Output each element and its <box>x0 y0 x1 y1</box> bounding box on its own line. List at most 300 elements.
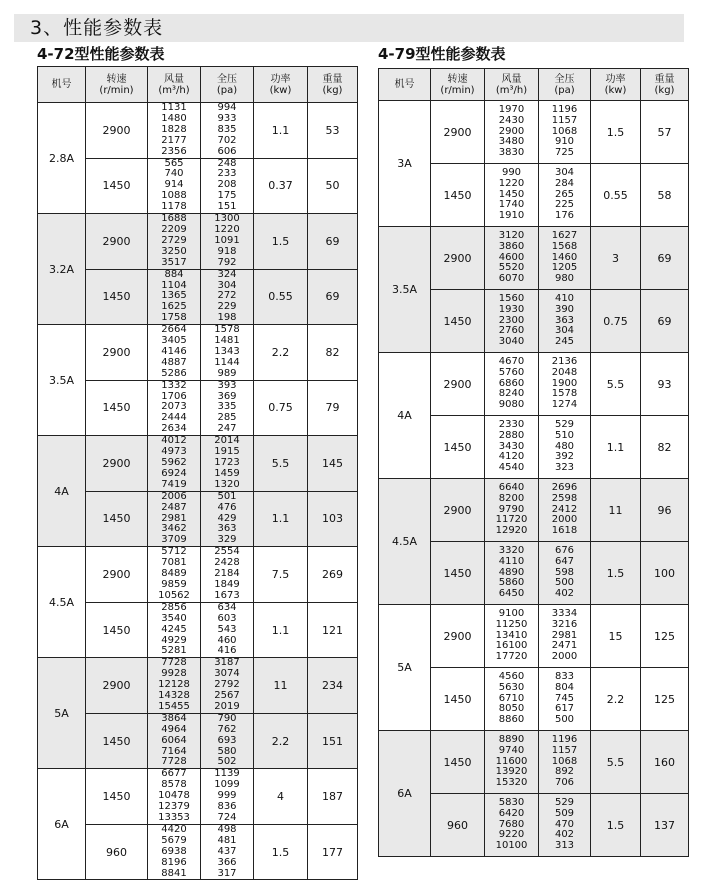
pressure-value: 329 <box>217 534 237 546</box>
pressure-value: 1578 <box>214 324 240 336</box>
pressure-value: 580 <box>217 745 237 757</box>
flow-value: 4245 <box>161 623 187 635</box>
flow-value: 5630 <box>498 681 525 693</box>
flow-cell <box>148 713 201 769</box>
flow-value: 4146 <box>161 345 187 357</box>
flow-value: 4540 <box>498 462 525 474</box>
flow-value: 17720 <box>495 651 528 663</box>
flow-value: 1365 <box>161 290 187 302</box>
pressure-value: 501 <box>217 490 237 502</box>
flow-value: 4012 <box>161 435 187 447</box>
pressure-value: 500 <box>554 577 575 589</box>
table-row <box>38 713 358 769</box>
table-row <box>379 479 689 542</box>
pressure-value: 245 <box>554 336 575 348</box>
flow-cell <box>148 658 201 714</box>
pressure-value: 1205 <box>551 262 578 274</box>
flow-value: 1220 <box>498 177 525 189</box>
flow-value: 1560 <box>498 292 525 304</box>
flow-value: 13353 <box>158 812 190 823</box>
power-cell: 0.55 <box>254 269 308 325</box>
pressure-value: 606 <box>217 145 237 157</box>
flow-value: 2300 <box>498 314 525 326</box>
power-cell: 1.1 <box>591 416 641 479</box>
pressure-value: 804 <box>554 681 575 693</box>
pressure-value: 833 <box>554 670 575 682</box>
pressure-value: 460 <box>217 634 237 646</box>
pressure-cell <box>539 731 591 794</box>
pressure-value: 3334 <box>551 607 578 619</box>
weight-cell: 69 <box>641 227 689 290</box>
flow-value: 8196 <box>161 856 187 868</box>
flow-value: 1104 <box>161 279 187 291</box>
pressure-value: 933 <box>217 112 237 124</box>
flow-value: 5679 <box>161 834 187 846</box>
header-model <box>38 67 86 103</box>
pressure-value: 363 <box>554 314 575 326</box>
pressure-cell <box>539 353 591 416</box>
pressure-value: 2471 <box>551 640 578 652</box>
header-label: 功率 <box>605 73 626 85</box>
flow-value: 1131 <box>161 102 187 113</box>
pressure-value: 369 <box>217 390 237 402</box>
flow-value: 7081 <box>161 557 187 569</box>
weight-cell: 100 <box>641 542 689 605</box>
header-label: 重量 <box>322 73 343 85</box>
flow-value: 3320 <box>498 544 525 556</box>
pressure-value: 2696 <box>551 481 578 493</box>
flow-value: 11600 <box>495 755 528 767</box>
weight-cell: 96 <box>641 479 689 542</box>
flow-value: 3830 <box>498 147 525 159</box>
flow-value: 7164 <box>161 745 187 757</box>
weight-cell: 53 <box>308 103 358 159</box>
speed-cell: 1450 <box>431 668 485 731</box>
pressure-cell <box>201 380 254 436</box>
flow-cell <box>148 103 201 159</box>
pressure-value: 603 <box>217 612 237 624</box>
pressure-value: 2554 <box>214 546 240 558</box>
header-unit: (kg) <box>322 84 343 96</box>
pressure-value: 2014 <box>214 435 240 447</box>
flow-value: 5962 <box>161 457 187 468</box>
pressure-value: 835 <box>217 123 237 135</box>
table-row <box>38 158 358 214</box>
speed-cell: 2900 <box>431 479 485 542</box>
pressure-value: 410 <box>554 292 575 304</box>
power-cell: 2.2 <box>254 713 308 769</box>
weight-cell: 58 <box>641 164 689 227</box>
flow-value: 5286 <box>161 367 187 379</box>
pressure-value: 1068 <box>551 125 578 137</box>
flow-value: 2356 <box>161 145 187 157</box>
flow-value: 7728 <box>161 657 187 669</box>
pressure-value: 598 <box>554 566 575 578</box>
flow-value: 9928 <box>161 668 187 680</box>
speed-cell: 2900 <box>86 436 148 492</box>
pressure-value: 176 <box>554 210 575 222</box>
power-cell: 1.5 <box>591 542 641 605</box>
pressure-value: 792 <box>217 256 237 268</box>
flow-value: 1178 <box>161 201 187 213</box>
table-row <box>38 325 358 381</box>
weight-cell: 69 <box>641 290 689 353</box>
pressure-value: 390 <box>554 303 575 315</box>
flow-value: 2073 <box>161 401 187 413</box>
speed-cell: 2900 <box>86 325 148 381</box>
flow-cell <box>148 824 201 880</box>
header-label: 全压 <box>217 73 237 85</box>
weight-cell: 93 <box>641 353 689 416</box>
pressure-cell <box>201 269 254 325</box>
flow-value: 6860 <box>498 377 525 389</box>
pressure-value: 693 <box>217 734 237 746</box>
speed-cell: 2900 <box>431 605 485 668</box>
flow-value: 3540 <box>161 612 187 624</box>
pressure-value: 2567 <box>214 690 240 702</box>
table-row <box>38 269 358 325</box>
flow-value: 11250 <box>495 618 528 630</box>
weight-cell: 69 <box>308 269 358 325</box>
pressure-value: 1900 <box>551 377 578 389</box>
pressure-cell <box>539 101 591 164</box>
pressure-value: 1568 <box>551 240 578 252</box>
pressure-value: 1220 <box>214 223 240 235</box>
pressure-value: 1460 <box>551 251 578 263</box>
power-cell: 2.2 <box>254 325 308 381</box>
header-pressure <box>539 69 591 101</box>
speed-cell: 1450 <box>431 416 485 479</box>
header-pressure <box>201 67 254 103</box>
pressure-value: 1091 <box>214 234 240 246</box>
pressure-value: 1723 <box>214 457 240 468</box>
power-cell: 11 <box>254 658 308 714</box>
pressure-cell <box>201 658 254 714</box>
pressure-value: 790 <box>217 712 237 724</box>
header-label: 风量 <box>164 73 184 85</box>
model-cell: 2.8A <box>38 103 86 214</box>
pressure-value: 702 <box>217 134 237 146</box>
pressure-value: 1578 <box>551 388 578 400</box>
flow-value: 15455 <box>158 700 190 712</box>
pressure-value: 2184 <box>214 568 240 580</box>
pressure-value: 529 <box>554 796 575 808</box>
pressure-value: 285 <box>217 412 237 424</box>
flow-value: 2880 <box>498 429 525 441</box>
header-unit: (kw) <box>269 84 292 96</box>
pressure-value: 498 <box>217 823 237 835</box>
pressure-cell <box>539 479 591 542</box>
flow-value: 1970 <box>498 103 525 115</box>
weight-cell: 151 <box>308 713 358 769</box>
table-title-4-72: 4-72型性能参数表 <box>37 45 165 63</box>
speed-cell: 1450 <box>86 158 148 214</box>
pressure-value: 989 <box>217 367 237 379</box>
header-unit: (m³/h) <box>158 84 190 96</box>
pressure-cell <box>539 542 591 605</box>
pressure-value: 324 <box>217 268 237 280</box>
flow-cell <box>148 436 201 492</box>
weight-cell: 69 <box>308 214 358 270</box>
pressure-cell <box>201 158 254 214</box>
flow-value: 1450 <box>498 188 525 200</box>
speed-cell: 2900 <box>431 353 485 416</box>
header-power <box>591 69 641 101</box>
pressure-value: 999 <box>217 790 237 802</box>
pressure-value: 3074 <box>214 668 240 680</box>
flow-value: 565 <box>164 157 184 169</box>
pressure-value: 1481 <box>214 335 240 347</box>
header-weight <box>308 67 358 103</box>
flow-value: 4600 <box>498 251 525 263</box>
pressure-value: 476 <box>217 501 237 513</box>
speed-cell: 1450 <box>86 713 148 769</box>
flow-value: 9080 <box>498 399 525 411</box>
flow-value: 8489 <box>161 568 187 580</box>
weight-cell: 57 <box>641 101 689 164</box>
header-label: 机号 <box>394 79 415 90</box>
power-cell: 1.1 <box>254 103 308 159</box>
pressure-value: 762 <box>217 723 237 735</box>
pressure-value: 1343 <box>214 345 240 357</box>
header-speed <box>86 67 148 103</box>
pressure-cell <box>201 325 254 381</box>
flow-cell <box>485 290 539 353</box>
flow-value: 2330 <box>498 418 525 430</box>
pressure-value: 2792 <box>214 679 240 691</box>
speed-cell: 960 <box>431 794 485 857</box>
pressure-value: 304 <box>554 325 575 337</box>
header-row <box>38 67 358 103</box>
flow-value: 8860 <box>498 714 525 726</box>
flow-cell <box>148 491 201 547</box>
weight-cell: 121 <box>308 602 358 658</box>
flow-value: 1332 <box>161 379 187 391</box>
flow-cell <box>485 794 539 857</box>
pressure-cell <box>539 290 591 353</box>
flow-value: 7680 <box>498 818 525 830</box>
table-row <box>38 103 358 159</box>
weight-cell: 137 <box>641 794 689 857</box>
flow-cell <box>485 353 539 416</box>
power-cell: 0.75 <box>591 290 641 353</box>
pressure-value: 980 <box>554 273 575 285</box>
header-label: 全压 <box>554 73 575 85</box>
flow-value: 914 <box>164 179 184 191</box>
pressure-cell <box>201 824 254 880</box>
header-unit: (m³/h) <box>495 84 528 96</box>
pressure-cell <box>539 605 591 668</box>
table-row <box>38 214 358 270</box>
flow-cell <box>148 380 201 436</box>
header-unit: (kg) <box>654 84 675 96</box>
header-unit: (pa) <box>216 84 238 96</box>
pressure-value: 509 <box>554 807 575 819</box>
flow-value: 9859 <box>161 578 187 590</box>
flow-value: 5520 <box>498 262 525 274</box>
pressure-value: 1139 <box>214 768 240 780</box>
flow-value: 15320 <box>495 777 528 789</box>
flow-value: 4973 <box>161 446 187 458</box>
weight-cell: 145 <box>308 436 358 492</box>
pressure-cell <box>201 547 254 603</box>
table-title-4-79: 4-79型性能参数表 <box>378 45 506 63</box>
flow-value: 7728 <box>161 756 187 768</box>
flow-value: 3709 <box>161 534 187 546</box>
pressure-value: 647 <box>554 555 575 567</box>
weight-cell: 160 <box>641 731 689 794</box>
flow-value: 3864 <box>161 712 187 724</box>
pressure-value: 510 <box>554 429 575 441</box>
model-cell: 4.5A <box>379 479 431 605</box>
flow-value: 8200 <box>498 492 525 504</box>
table-row <box>379 101 689 164</box>
model-cell: 5A <box>38 658 86 769</box>
flow-value: 4890 <box>498 566 525 578</box>
pressure-value: 229 <box>217 301 237 313</box>
pressure-value: 304 <box>554 166 575 178</box>
table-row <box>38 547 358 603</box>
header-flow <box>485 69 539 101</box>
header-label: 重量 <box>654 73 675 85</box>
pressure-cell <box>539 794 591 857</box>
speed-cell: 1450 <box>86 380 148 436</box>
pressure-value: 392 <box>554 451 575 463</box>
pressure-value: 1274 <box>551 399 578 411</box>
pressure-value: 198 <box>217 312 237 324</box>
power-cell: 7.5 <box>254 547 308 603</box>
speed-cell: 2900 <box>431 227 485 290</box>
pressure-value: 1915 <box>214 446 240 458</box>
flow-value: 1688 <box>161 213 187 225</box>
flow-cell <box>148 269 201 325</box>
speed-cell: 1450 <box>431 290 485 353</box>
flow-value: 10562 <box>158 589 190 601</box>
header-unit: (r/min) <box>440 84 475 96</box>
table-row <box>379 353 689 416</box>
flow-value: 2856 <box>161 601 187 613</box>
pressure-value: 1068 <box>551 755 578 767</box>
pressure-value: 393 <box>217 379 237 391</box>
flow-cell <box>485 416 539 479</box>
table-row <box>38 769 358 825</box>
flow-value: 4887 <box>161 356 187 368</box>
header-label: 转速 <box>447 73 468 85</box>
flow-value: 5830 <box>498 796 525 808</box>
flow-cell <box>485 731 539 794</box>
flow-cell <box>148 325 201 381</box>
flow-value: 13920 <box>495 766 528 778</box>
flow-value: 6924 <box>161 467 187 479</box>
flow-value: 7419 <box>161 478 187 490</box>
pressure-cell <box>539 164 591 227</box>
flow-value: 2634 <box>161 423 187 435</box>
pressure-value: 208 <box>217 179 237 191</box>
weight-cell: 125 <box>641 668 689 731</box>
model-cell: 4A <box>379 353 431 479</box>
flow-value: 12920 <box>495 525 528 537</box>
weight-cell: 234 <box>308 658 358 714</box>
power-cell: 15 <box>591 605 641 668</box>
header-model <box>379 69 431 101</box>
power-cell: 1.5 <box>254 824 308 880</box>
pressure-value: 2136 <box>551 355 578 367</box>
flow-cell <box>148 602 201 658</box>
flow-value: 4670 <box>498 355 525 367</box>
flow-value: 9740 <box>498 744 525 756</box>
weight-cell: 79 <box>308 380 358 436</box>
pressure-value: 335 <box>217 401 237 413</box>
pressure-value: 265 <box>554 188 575 200</box>
pressure-value: 1673 <box>214 589 240 601</box>
section-title: 3、性能参数表 <box>30 17 164 39</box>
pressure-value: 725 <box>554 147 575 159</box>
weight-cell: 103 <box>308 491 358 547</box>
pressure-value: 366 <box>217 856 237 868</box>
flow-value: 3405 <box>161 335 187 347</box>
flow-value: 10478 <box>158 790 190 802</box>
flow-value: 8050 <box>498 703 525 715</box>
table-row <box>38 491 358 547</box>
power-cell: 0.75 <box>254 380 308 436</box>
flow-value: 6677 <box>161 768 187 780</box>
speed-cell: 2900 <box>86 658 148 714</box>
table-row <box>379 605 689 668</box>
flow-value: 2430 <box>498 114 525 126</box>
flow-value: 5281 <box>161 645 187 657</box>
flow-value: 2209 <box>161 223 187 235</box>
flow-cell <box>485 101 539 164</box>
flow-value: 2177 <box>161 134 187 146</box>
pressure-value: 323 <box>554 462 575 474</box>
model-cell: 3.5A <box>379 227 431 353</box>
pressure-value: 1300 <box>214 213 240 225</box>
pressure-value: 1196 <box>551 103 578 115</box>
flow-value: 1706 <box>161 390 187 402</box>
pressure-value: 1618 <box>551 525 578 537</box>
pressure-value: 304 <box>217 279 237 291</box>
flow-value: 8841 <box>161 867 187 879</box>
header-unit: (r/min) <box>99 84 134 96</box>
header-flow <box>148 67 201 103</box>
power-cell: 4 <box>254 769 308 825</box>
flow-value: 3120 <box>498 229 525 241</box>
pressure-value: 225 <box>554 199 575 211</box>
pressure-value: 745 <box>554 692 575 704</box>
pressure-value: 500 <box>554 714 575 726</box>
flow-value: 3462 <box>161 523 187 535</box>
model-cell: 3.5A <box>38 325 86 436</box>
table-row <box>38 602 358 658</box>
header-label: 风量 <box>501 73 522 85</box>
speed-cell: 960 <box>86 824 148 880</box>
pressure-cell <box>201 713 254 769</box>
flow-value: 13410 <box>495 629 528 641</box>
table-row <box>38 658 358 714</box>
power-cell: 5.5 <box>591 353 641 416</box>
power-cell: 2.2 <box>591 668 641 731</box>
flow-cell <box>148 214 201 270</box>
pressure-value: 1196 <box>551 733 578 745</box>
flow-cell <box>485 227 539 290</box>
flow-value: 1930 <box>498 303 525 315</box>
flow-cell <box>148 769 201 825</box>
model-cell: 4.5A <box>38 547 86 658</box>
pressure-value: 502 <box>217 756 237 768</box>
pressure-value: 2000 <box>551 514 578 526</box>
power-cell: 0.37 <box>254 158 308 214</box>
pressure-value: 2598 <box>551 492 578 504</box>
